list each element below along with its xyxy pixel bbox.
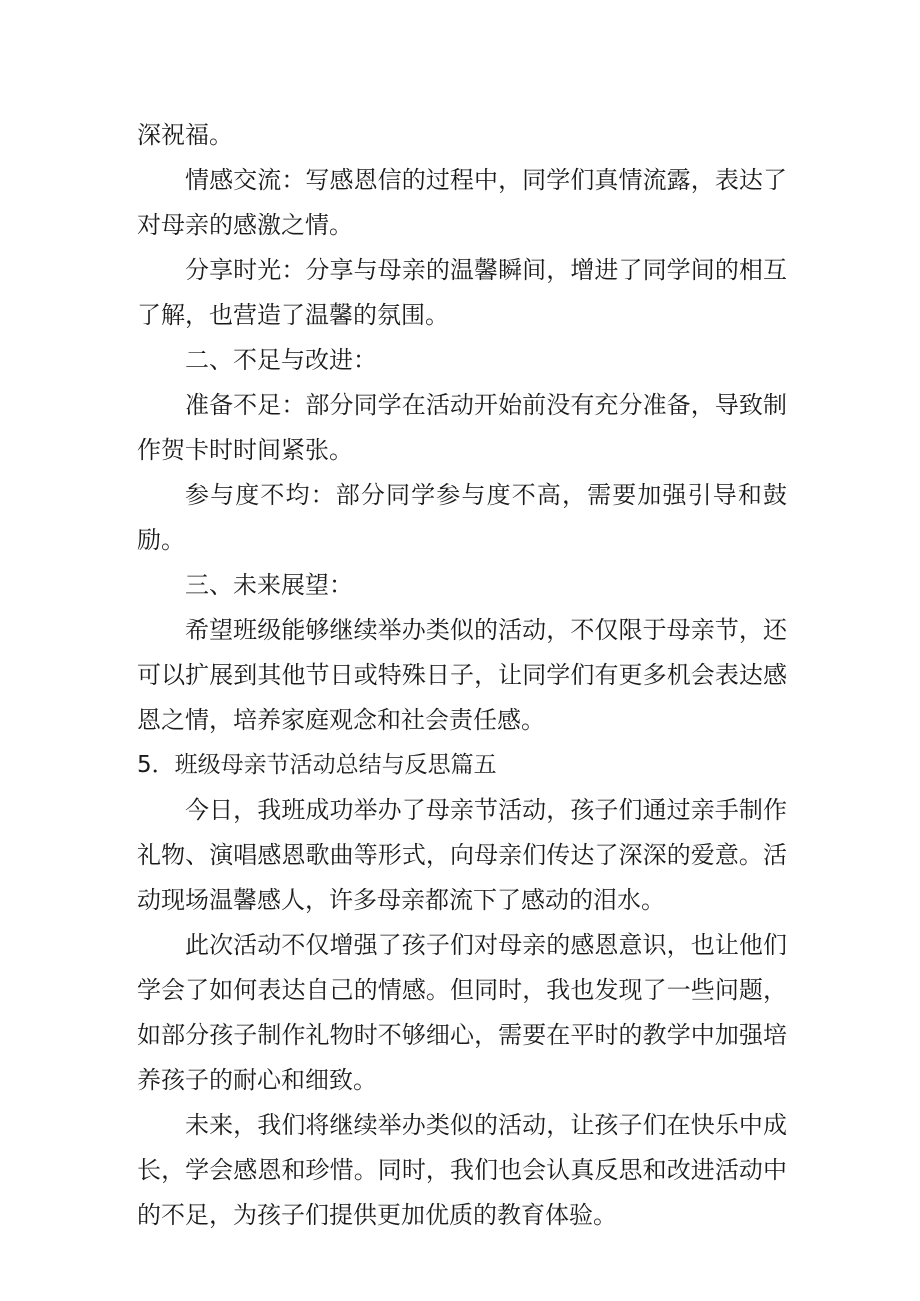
paragraph-uneven-participation: 参与度不均：部分同学参与度不高，需要加强引导和鼓励。 (137, 481, 787, 554)
paragraph-emotional-exchange: 情感交流：写感恩信的过程中，同学们真情流露，表达了对母亲的感激之情。 (137, 166, 787, 239)
paragraph-future-plan: 未来，我们将继续举办类似的活动，让孩子们在快乐中成长，学会感恩和珍惜。同时，我们也会认真反思和改进活动中的不足，为孩子们提供更加优质的教育体验。 (137, 1111, 787, 1229)
subheading-future-outlook: 三、未来展望： (185, 571, 353, 599)
paragraph-future-hope: 希望班级能够继续举办类似的活动，不仅限于母亲节，还可以扩展到其他节日或特殊日子，让同学们有更多机会表达感恩之情，培养家庭观念和社会责任感。 (137, 616, 787, 734)
paragraph-insufficient-preparation: 准备不足：部分同学在活动开始前没有充分准备，导致制作贺卡时时间紧张。 (137, 391, 787, 464)
paragraph-activity-summary: 今日，我班成功举办了母亲节活动，孩子们通过亲手制作礼物、演唱感恩歌曲等形式，向母亲们传达了深深的爱意。活动现场温馨感人，许多母亲都流下了感动的泪水。 (137, 796, 787, 914)
paragraph-continuation: 深祝福。 (137, 121, 233, 149)
document-body (137, 113, 787, 1238)
subheading-shortcomings: 二、不足与改进： (185, 346, 377, 374)
paragraph-sharing-time: 分享时光：分享与母亲的温馨瞬间，增进了同学间的相互了解，也营造了温馨的氛围。 (137, 256, 787, 329)
section-heading: 5．班级母亲节活动总结与反思篇五 (137, 752, 497, 778)
paragraph-reflection: 此次活动不仅增强了孩子们对母亲的感恩意识，也让他们学会了如何表达自己的情感。但同时，我也发现了一些问题，如部分孩子制作礼物时不够细心，需要在平时的教学中加强培养孩子的耐心和细致。 (137, 931, 787, 1094)
